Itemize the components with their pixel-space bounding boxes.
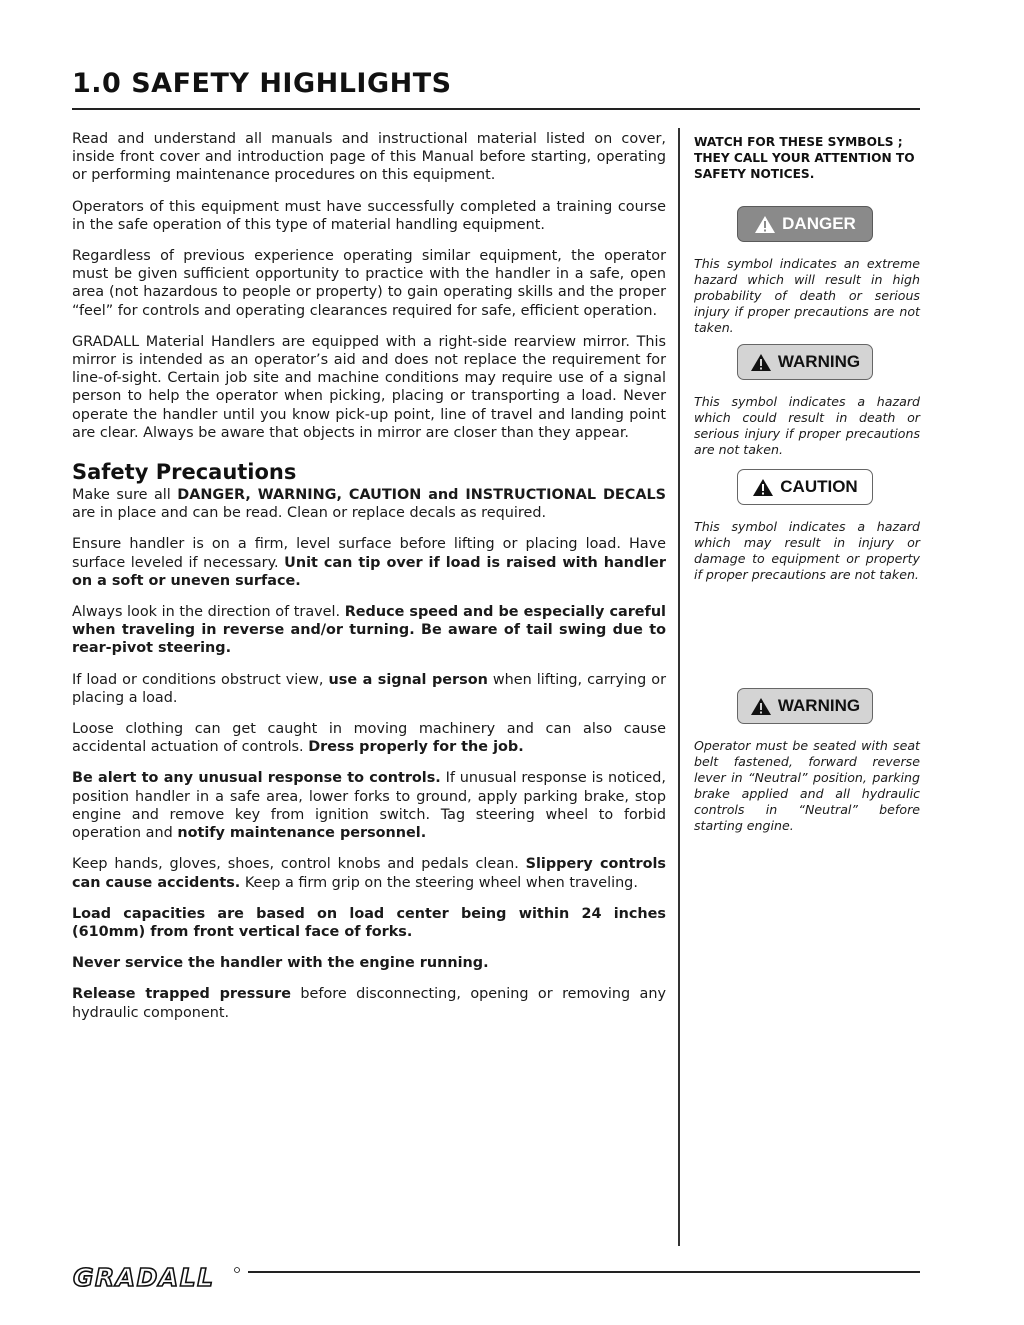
page-title: 1.0 SAFETY HIGHLIGHTS — [72, 68, 452, 99]
precaution-surface: Ensure handler is on a firm, level surface before lifting or placing load. Have surface leveled if necessary. Unit can tip over if load is raised with handler on a soft or uneven surface. — [72, 536, 666, 589]
intro-paragraph: Regardless of previous experience operating similar equipment, the operator must be given sufficient opportunity to practice with the handler in a safe, open area (not hazardous to people or property) to gain operating skills and the proper “feel” for controls and operating clearances required for safe, efficient operation. — [72, 248, 666, 319]
precaution-engine-running: Never service the handler with the engine running. — [72, 955, 489, 972]
precaution-unusual-response: Be alert to any unusual response to controls. If unusual response is noticed, position handler in a safe area, lower forks to ground, apply parking brake, stop engine and remove key from ignition switch. Tag steering wheel to forbid operation and notify maintenance personnel. — [72, 770, 666, 842]
gradall-logo-text: GRADALL — [73, 1263, 215, 1292]
title-divider — [72, 108, 920, 110]
operator-warning-block — [694, 688, 920, 834]
precaution-signal-person: If load or conditions obstruct view, use a signal person when lifting, carrying or placing a load. — [72, 671, 666, 706]
precaution-trapped-pressure: Release trapped pressure before disconnecting, opening or removing any hydraulic component. — [72, 986, 666, 1021]
gradall-logo — [71, 1262, 241, 1292]
precaution-travel: Always look in the direction of travel. Reduce speed and be especially careful when traveling in reverse and/or turning. Be aware of tail swing due to rear-pivot steering. — [72, 604, 666, 657]
registered-mark-icon — [235, 1268, 240, 1273]
warning-label: WARNING — [777, 696, 861, 715]
caution-label: CAUTION — [780, 477, 858, 496]
danger-label: DANGER — [782, 214, 856, 233]
warning-description: This symbol indicates a hazard which could result in death or serious injury if proper precautions are not taken. — [694, 394, 920, 457]
section-heading: Safety Precautions — [72, 460, 297, 485]
column-divider — [678, 128, 680, 1246]
precaution-slippery-controls: Keep hands, gloves, shoes, control knobs and pedals clean. Slippery controls can cause accidents. Keep a firm grip on the steering wheel when traveling. — [72, 856, 666, 891]
warning-triangle-icon — [754, 215, 776, 234]
warning-label: WARNING — [777, 352, 861, 371]
warning-triangle-icon — [752, 478, 774, 497]
main-column — [72, 130, 666, 1035]
precaution-decals: Make sure all DANGER, WARNING, CAUTION and INSTRUCTIONAL DECALS are in place and can be read. Clean or replace decals as required. — [72, 487, 666, 522]
intro-paragraph: GRADALL Material Handlers are equipped with a right-side rearview mirror. This mirror is intended as an operator’s aid and does not replace the requirement for line-of-sight. Certain job site and machine conditions may require use of a signal person to help the operator when picking, placing or transporting a load. Never operate the handler until you know pick-up point, line of travel and landing point are clear. Always be aware that objects in mirror are closer than they appear. — [72, 333, 666, 441]
caution-badge — [737, 469, 873, 505]
danger-symbol-block — [694, 206, 920, 336]
precaution-clothing: Loose clothing can get caught in moving machinery and can also cause accidental actuation of controls. Dress properly for the job. — [72, 721, 666, 756]
intro-paragraph: Operators of this equipment must have successfully completed a training course in the safe operation of this type of material handling equipment. — [72, 198, 666, 233]
intro-paragraph: Read and understand all manuals and instructional material listed on cover, inside front cover and introduction page of this Manual before starting, operating or performing maintenance procedures on this equipment. — [72, 131, 666, 184]
caution-description: This symbol indicates a hazard which may result in injury or damage to equipment or property if proper precautions are not taken. — [694, 519, 920, 582]
warning-triangle-icon — [750, 697, 772, 716]
footer-divider — [248, 1271, 920, 1273]
precaution-load-capacity: Load capacities are based on load center being within 24 inches (610mm) from front vertical face of forks. — [72, 905, 666, 940]
warning-triangle-icon — [750, 353, 772, 372]
operator-warning-description: Operator must be seated with seat belt fastened, forward reverse lever in “Neutral” position, parking brake applied and all hydraulic controls in “Neutral” before starting engine. — [694, 738, 920, 833]
warning-badge — [737, 688, 873, 724]
warning-badge — [737, 344, 873, 380]
warning-symbol-block — [694, 344, 920, 458]
danger-badge — [737, 206, 873, 242]
danger-description: This symbol indicates an extreme hazard which will result in high probability of death or serious injury if proper precautions are not taken. — [694, 256, 920, 335]
symbols-sidebar — [694, 134, 920, 833]
caution-symbol-block — [694, 469, 920, 583]
sidebar-heading: WATCH FOR THESE SYMBOLS ; THEY CALL YOUR ATTENTION TO SAFETY NOTICES. — [694, 135, 915, 181]
